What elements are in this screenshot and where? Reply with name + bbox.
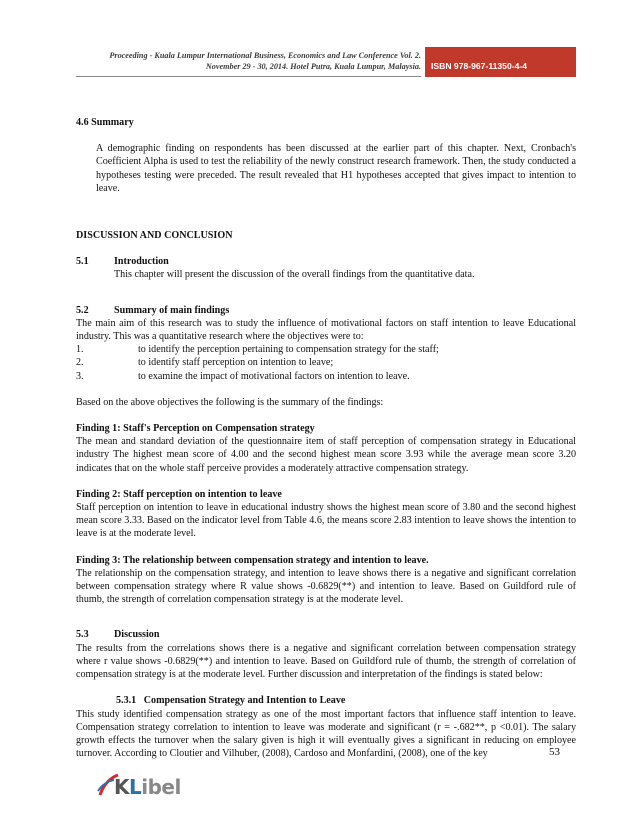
page-content bbox=[76, 116, 576, 760]
section-5-1-body: This chapter will present the discussion of the overall findings from the quantitative data. bbox=[114, 269, 475, 281]
finding-3-heading: Finding 3: The relationship between compensation strategy and intention to leave. bbox=[76, 554, 429, 566]
header-line-2: November 29 - 30, 2014. Hotel Putra, Kuala Lumpur, Malaysia. bbox=[205, 62, 421, 71]
list-item bbox=[76, 370, 576, 383]
list-item bbox=[76, 356, 576, 369]
section-number: 5.3 bbox=[76, 629, 89, 641]
section-5-2-body: The main aim of this research was to study the influence of motivational factors on staff intention to leave Educational industry. This was a quantitative research where the objectives were to: bbox=[76, 317, 576, 343]
section-5-3-1-heading: 5.3.1 Compensation Strategy and Intention to Leave bbox=[116, 695, 346, 707]
finding-1-heading: Finding 1: Staff's Perception on Compensation strategy bbox=[76, 423, 315, 435]
page-header bbox=[76, 47, 576, 77]
finding-3-body: The relationship on the compensation strategy, and intention to leave shows there is a negative and significant correlation between compensation strategy where R value shows -0.6829(**) and intention to leave. Based on Guildford rule of thumb, the strength of correlation compensation strategy is at the moderate level. bbox=[76, 567, 576, 606]
section-title: Summary of main findings bbox=[114, 304, 230, 316]
finding-2-heading: Finding 2: Staff perception on intention to leave bbox=[76, 488, 282, 500]
isbn-badge bbox=[425, 47, 576, 77]
page-number: 53 bbox=[549, 746, 560, 758]
section-title: Discussion bbox=[114, 629, 160, 641]
section-5-2-after: Based on the above objectives the following is the summary of the findings: bbox=[76, 396, 384, 408]
list-text: to examine the impact of motivational factors on intention to leave. bbox=[138, 370, 410, 382]
list-number: 2. bbox=[76, 357, 84, 369]
section-5-3-1-body: This study identified compensation strategy as one of the most important factors that influence staff intention to leave. Compensation strategy correlation to intention to leave was moderate and significant (r = -.682**, p <0.01). The salary growth effects the turnover when the salary given is high it will eventually gives a significant in reducing on employee turnover. According to Cloutier and Vilhuber, (2008), Cardoso and Monfardini, (2008), one of the key bbox=[76, 708, 576, 760]
section-5-1-heading bbox=[76, 255, 576, 268]
header-line-1: Proceeding - Kuala Lumpur International Business, Economics and Law Conference Vol. 2. bbox=[109, 51, 421, 60]
finding-2-body: Staff perception on intention to leave in educational industry shows the highest mean score of 3.80 and the second highest mean score 3.33. Based on the indicator level from Table 4.6, the means score 2.83 intention to leave shows the intention to leave is at the moderate level. bbox=[76, 502, 576, 540]
conference-citation bbox=[76, 47, 421, 77]
list-text: to identify the perception pertaining to compensation strategy for the staff; bbox=[138, 344, 439, 356]
list-text: to identify staff perception on intention to leave; bbox=[138, 357, 334, 369]
section-number: 5.1 bbox=[76, 256, 89, 268]
section-number: 5.2 bbox=[76, 304, 89, 316]
section-5-3-heading bbox=[76, 628, 576, 641]
finding-1-body: The mean and standard deviation of the questionnaire item of staff perception of compensation strategy in Educational industry The highest mean score of 4.00 and the second highest mean score 3.93 while the average mean score 3.20 indicates that on the whole staff perceive provides a moderately attractive compensation strategy. bbox=[76, 436, 576, 474]
discussion-heading: DISCUSSION AND CONCLUSION bbox=[76, 230, 233, 242]
logo-wordmark: KLibel bbox=[114, 775, 181, 799]
section-title: Introduction bbox=[114, 256, 169, 268]
section-5-2-heading bbox=[76, 304, 576, 317]
section-4-6-heading: 4.6 Summary bbox=[76, 117, 134, 128]
klibel-logo bbox=[96, 769, 192, 801]
section-5-3-body: The results from the correlations shows there is a negative and significant correlation between compensation strategy where r value shows -0.6829(**) and intention to leave. Based on Guildford rule of thumb, the strength of correlation of compensation strategy is at the moderate level. Further discussion and interpretation of the findings is stated below: bbox=[76, 642, 576, 681]
list-number: 1. bbox=[76, 344, 84, 356]
section-4-6-body: A demographic finding on respondents has been discussed at the earlier part of this chapter. Next, Cronbach's Coefficient Alpha is used to test the reliability of the newly construct research framework. Then, the study conducted a hypotheses testing were preceded. The result revealed that H1 hypotheses accepted that gives impact to intention to leave. bbox=[96, 143, 576, 194]
list-number: 3. bbox=[76, 370, 84, 382]
isbn-text: ISBN 978-967-11350-4-4 bbox=[431, 61, 528, 71]
list-item bbox=[76, 343, 576, 356]
